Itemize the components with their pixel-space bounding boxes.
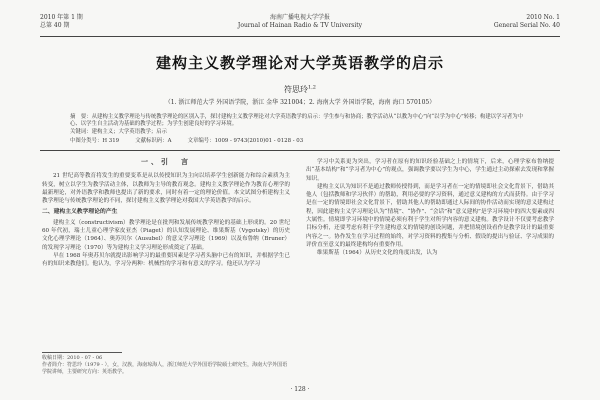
running-header (40, 14, 560, 36)
article-title: 建构主义教学理论对大学英语教学的启示 (155, 54, 444, 72)
author-name: 符思玲 (284, 85, 309, 94)
keywords: 关键词：建构主义；大学英语教学；启示 (70, 129, 168, 136)
abstract-text: 摘 要：从建构主义教学理论与传统教学理论的区别入手，探讨建构主义教学理论对大学英语教学的启示：学生参与和协商；教学活动从“以教为中心”向“以学为中心”转移；构建以学习者为中心、以学生自主活动为基础的教学过程；为学生创建良好的学习环境。 (70, 114, 524, 128)
section-heading-origin: 二、建构主义教学理论的产生 (42, 209, 118, 216)
abstract-rule (40, 150, 560, 151)
body-paragraph: 早在 1968 年奥苏贝尔就提出影响学习的最重要因素是学习者头脑中已有的知识，并根据学生已有的知识来教他们。他认为，学习分两种：机械性的学习和有意义的学习。他还认为学习 (42, 252, 290, 268)
received-date: 收稿日期：2010 - 07 - 06 (42, 355, 103, 361)
issue-line-en: 2010 No. 1 (526, 14, 560, 21)
author-affiliation-marker: 1,2 (308, 84, 316, 91)
footnotes (42, 355, 290, 376)
right-column (306, 158, 554, 258)
author-line (40, 84, 560, 95)
section-heading-introduction: 一、引 言 (141, 158, 191, 166)
journal-name-zh: 海南广播电视大学学报 (269, 14, 330, 21)
journal-name (40, 14, 560, 30)
body-paragraph: 学习中关系更为突出，学习者在原有的知识经验基础之上的情境下，后来，心理学家布鲁纳提出“基本结构”和“学习者为中心”的观点，强调教学要以学生为中心，学生通过主动探索去发现和掌握知识。 (306, 159, 554, 182)
issue-line: 2010 年第 1 期 (40, 14, 83, 21)
header-rule (40, 36, 560, 37)
body-paragraph: 维果斯基（1964）从历史文化的角度出发，认为 (317, 250, 438, 257)
serial-line: 总第 40 期 (40, 22, 70, 29)
author-affiliation: （1. 浙江师范大学 外国语学院，浙江 金华 321004；2. 海南大学 外国语学院，海南 海口 570105） (164, 99, 436, 106)
author-bio: 作者简介：符思玲（1979 - ），女，汉族，海南琼海人，浙江师范大学外国语学院硕士研究生，海南大学外国语学院讲师，主要研究方向：英语教学。 (42, 362, 288, 375)
left-column (42, 158, 290, 269)
body-paragraph: 21 世纪高等教育将发生的重要变革是从以传授知识为主向以培养学生创新能力和综合素质为主转变，树立以学生为教学活动主体，以教师为主导的教育观念。建构主义教学理论作为教育心理学的最新理论，对外语教学和教师也提出了新的要求，同时有着一定的理论价值。本文试图分析建构主义教学理论与传统教学理论的不同，探讨建构主义教学理论对我国大学英语教学的启示。 (42, 173, 290, 205)
serial-line-en: General Serial No. 40 (493, 22, 560, 29)
page-number: · 128 · (290, 386, 310, 393)
abstract-block (70, 114, 530, 146)
journal-name-en: Journal of Hainan Radio & TV University (237, 22, 363, 29)
body-paragraph: 建构主义（constructivism）教学理论是在批判和发展传统教学理论的基础上形成的。20 世纪 60 年代初，瑞士儿童心理学家皮亚杰（Piaget）的认知发展理论、维果斯基（Vygotsky）的历史文化心理学理论（1964）、奥苏贝尔（Ausubel）的意义学习理论（1969）以及布鲁纳（Bruner）的发现学习理论（1970）等为建构主义学习理论形成奠定了基础。 (42, 219, 290, 251)
footnote-rule (42, 352, 122, 353)
classification-info: 中图分类号：H 319 文献标识码：A 文章编号：1009 - 9743(2010)01 - 0128 - 03 (70, 137, 304, 144)
body-paragraph: 建构主义认为知识不是通过教师传授得到，而是学习者在一定的情境即社会文化背景下，借助其他人（包括教师和学习伙伴）的帮助，利用必要的学习资料，通过意义建构的方式而获得。由于学习是在一定的情境即社会文化背景下，借助其他人的帮助即通过人际间的协作活动而实现的意义建构过程，因此建构主义学习理论认为“情境”、“协作”、“会话”和“意义建构”是学习环境中的四大要素或四大属性。情境即学习环境中的情境必须有利于学生对所学内容的意义建构。教学设计不仅要考虑教学目标分析，还要考虑有利于学生建构意义的情境的创设问题，并把情境创设看作是教学设计的最重要内容之一。协作发生在学习过程的始终，对学习资料的搜集与分析、假设的提出与验证、学习成果的评价直至意义的最终建构均有重要作用。 (306, 183, 554, 248)
issue-info-en (494, 14, 560, 30)
